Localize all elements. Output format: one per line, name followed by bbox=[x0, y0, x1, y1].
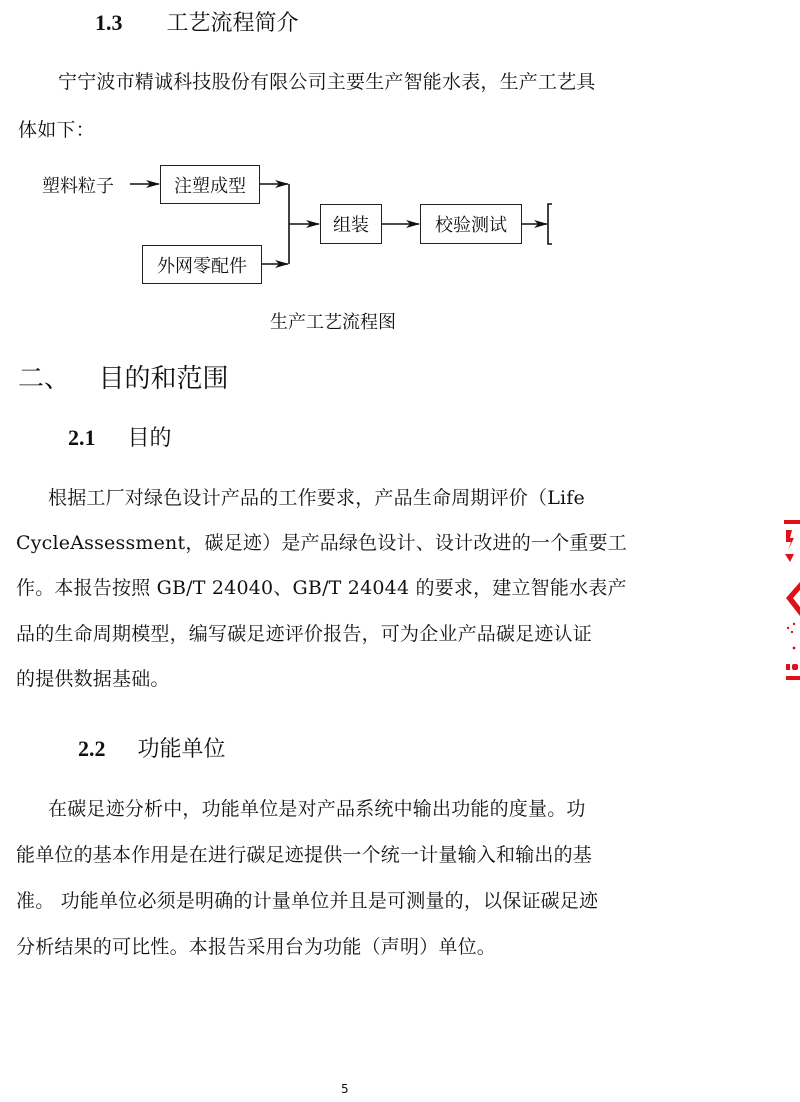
section-heading-2-2 bbox=[78, 734, 226, 765]
paragraph-line: 作。本报告按照 GB/T 24040、GB/T 24044 的要求，建立智能水表产 bbox=[16, 577, 627, 599]
process-flowchart bbox=[0, 150, 600, 300]
paragraph-line: 宁宁波市精诚科技股份有限公司主要生产智能水表，生产工艺具 bbox=[58, 71, 596, 93]
paragraph-line: 在碳足迹分析中，功能单位是对产品系统中输出功能的度量。功 bbox=[48, 798, 586, 820]
paragraph-line: CycleAssessment，碳足迹）是产品绿色设计、设计改进的一个重要工 bbox=[16, 532, 627, 554]
flow-node-raw-material: 塑料粒子 bbox=[42, 176, 114, 197]
paragraph-line: 体如下： bbox=[18, 119, 95, 141]
flow-node-inspection-testing: 校验测试 bbox=[420, 204, 522, 244]
flow-node-purchased-parts: 外网零配件 bbox=[142, 245, 262, 284]
section-number: 2.2 bbox=[78, 736, 106, 761]
section-title: 目的 bbox=[127, 426, 172, 451]
seal-stamp-icon bbox=[782, 520, 800, 690]
flow-node-assembly: 组装 bbox=[320, 204, 382, 244]
section-heading-2-1 bbox=[68, 423, 172, 454]
section-number: 二、 bbox=[18, 364, 71, 394]
bracket-icon bbox=[548, 204, 552, 244]
page-number: 5 bbox=[341, 1082, 349, 1096]
flow-node-injection-molding: 注塑成型 bbox=[160, 165, 260, 204]
paragraph-line: 根据工厂对绿色设计产品的工作要求，产品生命周期评价（Life bbox=[48, 487, 585, 509]
section-heading-1-3 bbox=[95, 8, 299, 39]
section-number: 2.1 bbox=[68, 425, 96, 450]
section-title: 目的和范围 bbox=[98, 364, 229, 394]
paragraph-line: 准。 功能单位必须是明确的计量单位并且是可测量的，以保证碳足迹 bbox=[16, 890, 599, 912]
section-title: 功能单位 bbox=[137, 737, 226, 762]
section-title: 工艺流程简介 bbox=[166, 11, 299, 36]
paragraph-line: 品的生命周期模型，编写碳足迹评价报告，可为企业产品碳足迹认证 bbox=[16, 623, 593, 645]
section-heading-2 bbox=[18, 362, 229, 396]
paragraph-line: 能单位的基本作用是在进行碳足迹提供一个统一计量输入和输出的基 bbox=[16, 844, 593, 866]
paragraph-line: 分析结果的可比性。本报告采用台为功能（声明）单位。 bbox=[16, 936, 497, 958]
paragraph-line: 的提供数据基础。 bbox=[16, 668, 170, 690]
section-number: 1.3 bbox=[95, 10, 123, 35]
figure-caption: 生产工艺流程图 bbox=[270, 312, 396, 333]
